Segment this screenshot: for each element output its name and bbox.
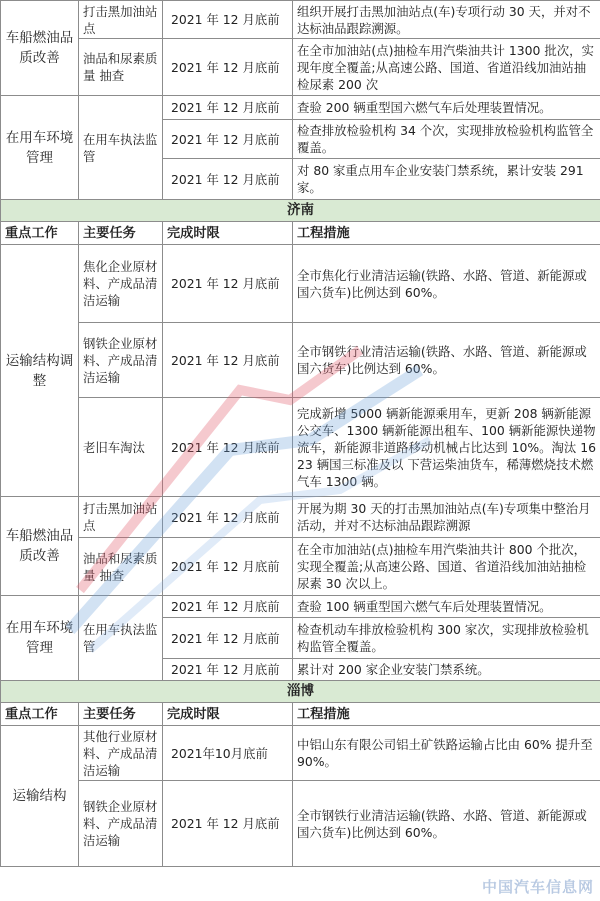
city-heading: 淄博 [1, 681, 600, 703]
deadline-cell: 2021 年 12 月底前 [163, 497, 293, 538]
table-row [1, 497, 600, 538]
city-heading: 济南 [1, 200, 600, 222]
column-header-row [1, 222, 600, 245]
main-task-cell: 在用车执法监管 [79, 96, 163, 200]
measure-cell: 全市钢铁行业清洁运输(铁路、水路、管道、新能源或国六货车)比例达到 60%。 [293, 323, 600, 398]
deadline-cell: 2021 年 12 月底前 [163, 781, 293, 867]
header-deadline: 完成时限 [163, 222, 293, 245]
table-row [1, 781, 600, 867]
table-row [1, 1, 600, 39]
key-work-cell: 车船燃油品质改善 [1, 1, 79, 96]
city-row [1, 200, 600, 222]
deadline-cell: 2021 年 12 月底前 [163, 96, 293, 120]
table-row [1, 39, 600, 96]
key-work-cell: 在用车环境管理 [1, 96, 79, 200]
deadline-cell: 2021 年 12 月底前 [163, 398, 293, 497]
deadline-cell: 2021 年 12 月底前 [163, 538, 293, 596]
plan-table-body [1, 1, 600, 867]
measure-cell: 组织开展打击黑加油站点(车)专项行动 30 天，并对不达标油品跟踪溯源。 [293, 1, 600, 39]
header-main-task: 主要任务 [79, 703, 163, 726]
main-task-cell: 焦化企业原材料、产成品清洁运输 [79, 245, 163, 323]
header-measures: 工程措施 [293, 703, 600, 726]
table-row [1, 323, 600, 398]
table-row [1, 726, 600, 781]
key-work-cell: 在用车环境管理 [1, 596, 79, 681]
table-row [1, 398, 600, 497]
measure-cell: 检查排放检验机构 34 个次，实现排放检验机构监管全覆盖。 [293, 120, 600, 159]
key-work-cell: 运输结构 [1, 726, 79, 867]
column-header-row [1, 703, 600, 726]
deadline-cell: 2021年10月底前 [163, 726, 293, 781]
header-measures: 工程措施 [293, 222, 600, 245]
measure-cell: 在全市加油站(点)抽检车用汽柴油共计 1300 批次，实现年度全覆盖;从高速公路、国道、省道沿线加油站抽检尿素 200 次 [293, 39, 600, 96]
key-work-cell: 运输结构调整 [1, 245, 79, 497]
header-deadline: 完成时限 [163, 703, 293, 726]
main-task-cell: 油品和尿素质量 抽查 [79, 538, 163, 596]
deadline-cell: 2021 年 12 月底前 [163, 120, 293, 159]
measure-cell: 开展为期 30 天的打击黑加油站点(车)专项集中整治月活动，并对不达标油品跟踪溯源 [293, 497, 600, 538]
deadline-cell: 2021 年 12 月底前 [163, 323, 293, 398]
city-row [1, 681, 600, 703]
watermark-text: 中国汽车信息网 [481, 878, 594, 896]
header-key-work: 重点工作 [1, 703, 79, 726]
main-task-cell: 在用车执法监管 [79, 596, 163, 681]
deadline-cell: 2021 年 12 月底前 [163, 596, 293, 618]
measure-cell: 对 80 家重点用车企业安装门禁系统，累计安装 291 家。 [293, 159, 600, 200]
measure-cell: 在全市加油站(点)抽检车用汽柴油共计 800 个批次，实现全覆盖;从高速公路、国道、省道沿线加油站抽检尿素 30 次以上。 [293, 538, 600, 596]
measure-cell: 完成新增 5000 辆新能源乘用车，更新 208 辆新能源公交车、1300 辆新能源出租车、100 辆新能源快递物流车，新能源非道路移动机械占比达到 10%。淘汰 1623 辆国三标准及以 下营运柴油货车，稀薄燃烧技术燃气车 1300 辆。 [293, 398, 600, 497]
header-key-work: 重点工作 [1, 222, 79, 245]
main-task-cell: 老旧车淘汰 [79, 398, 163, 497]
deadline-cell: 2021 年 12 月底前 [163, 39, 293, 96]
measure-cell: 全市焦化行业清洁运输(铁路、水路、管道、新能源或国六货车)比例达到 60%。 [293, 245, 600, 323]
deadline-cell: 2021 年 12 月底前 [163, 659, 293, 681]
deadline-cell: 2021 年 12 月底前 [163, 618, 293, 659]
main-task-cell: 钢铁企业原材料、产成品清洁运输 [79, 323, 163, 398]
deadline-cell: 2021 年 12 月底前 [163, 1, 293, 39]
measure-cell: 检查机动车排放检验机构 300 家次，实现排放检验机构监管全覆盖。 [293, 618, 600, 659]
measure-cell: 中铝山东有限公司铝土矿铁路运输占比由 60% 提升至 90%。 [293, 726, 600, 781]
main-task-cell: 打击黑加油站点 [79, 497, 163, 538]
table-row [1, 96, 600, 120]
main-task-cell: 打击黑加油站点 [79, 1, 163, 39]
table-row [1, 245, 600, 323]
main-task-cell: 油品和尿素质量 抽查 [79, 39, 163, 96]
measure-cell: 查验 200 辆重型国六燃气车后处理装置情况。 [293, 96, 600, 120]
measure-cell: 查验 100 辆重型国六燃气车后处理装置情况。 [293, 596, 600, 618]
measure-cell: 全市钢铁行业清洁运输(铁路、水路、管道、新能源或国六货车)比例达到 60%。 [293, 781, 600, 867]
main-task-cell: 钢铁企业原材料、产成品清洁运输 [79, 781, 163, 867]
deadline-cell: 2021 年 12 月底前 [163, 245, 293, 323]
measure-cell: 累计对 200 家企业安装门禁系统。 [293, 659, 600, 681]
table-row [1, 538, 600, 596]
main-task-cell: 其他行业原材料、产成品清洁运输 [79, 726, 163, 781]
key-work-cell: 车船燃油品质改善 [1, 497, 79, 596]
table-row [1, 596, 600, 618]
header-main-task: 主要任务 [79, 222, 163, 245]
deadline-cell: 2021 年 12 月底前 [163, 159, 293, 200]
